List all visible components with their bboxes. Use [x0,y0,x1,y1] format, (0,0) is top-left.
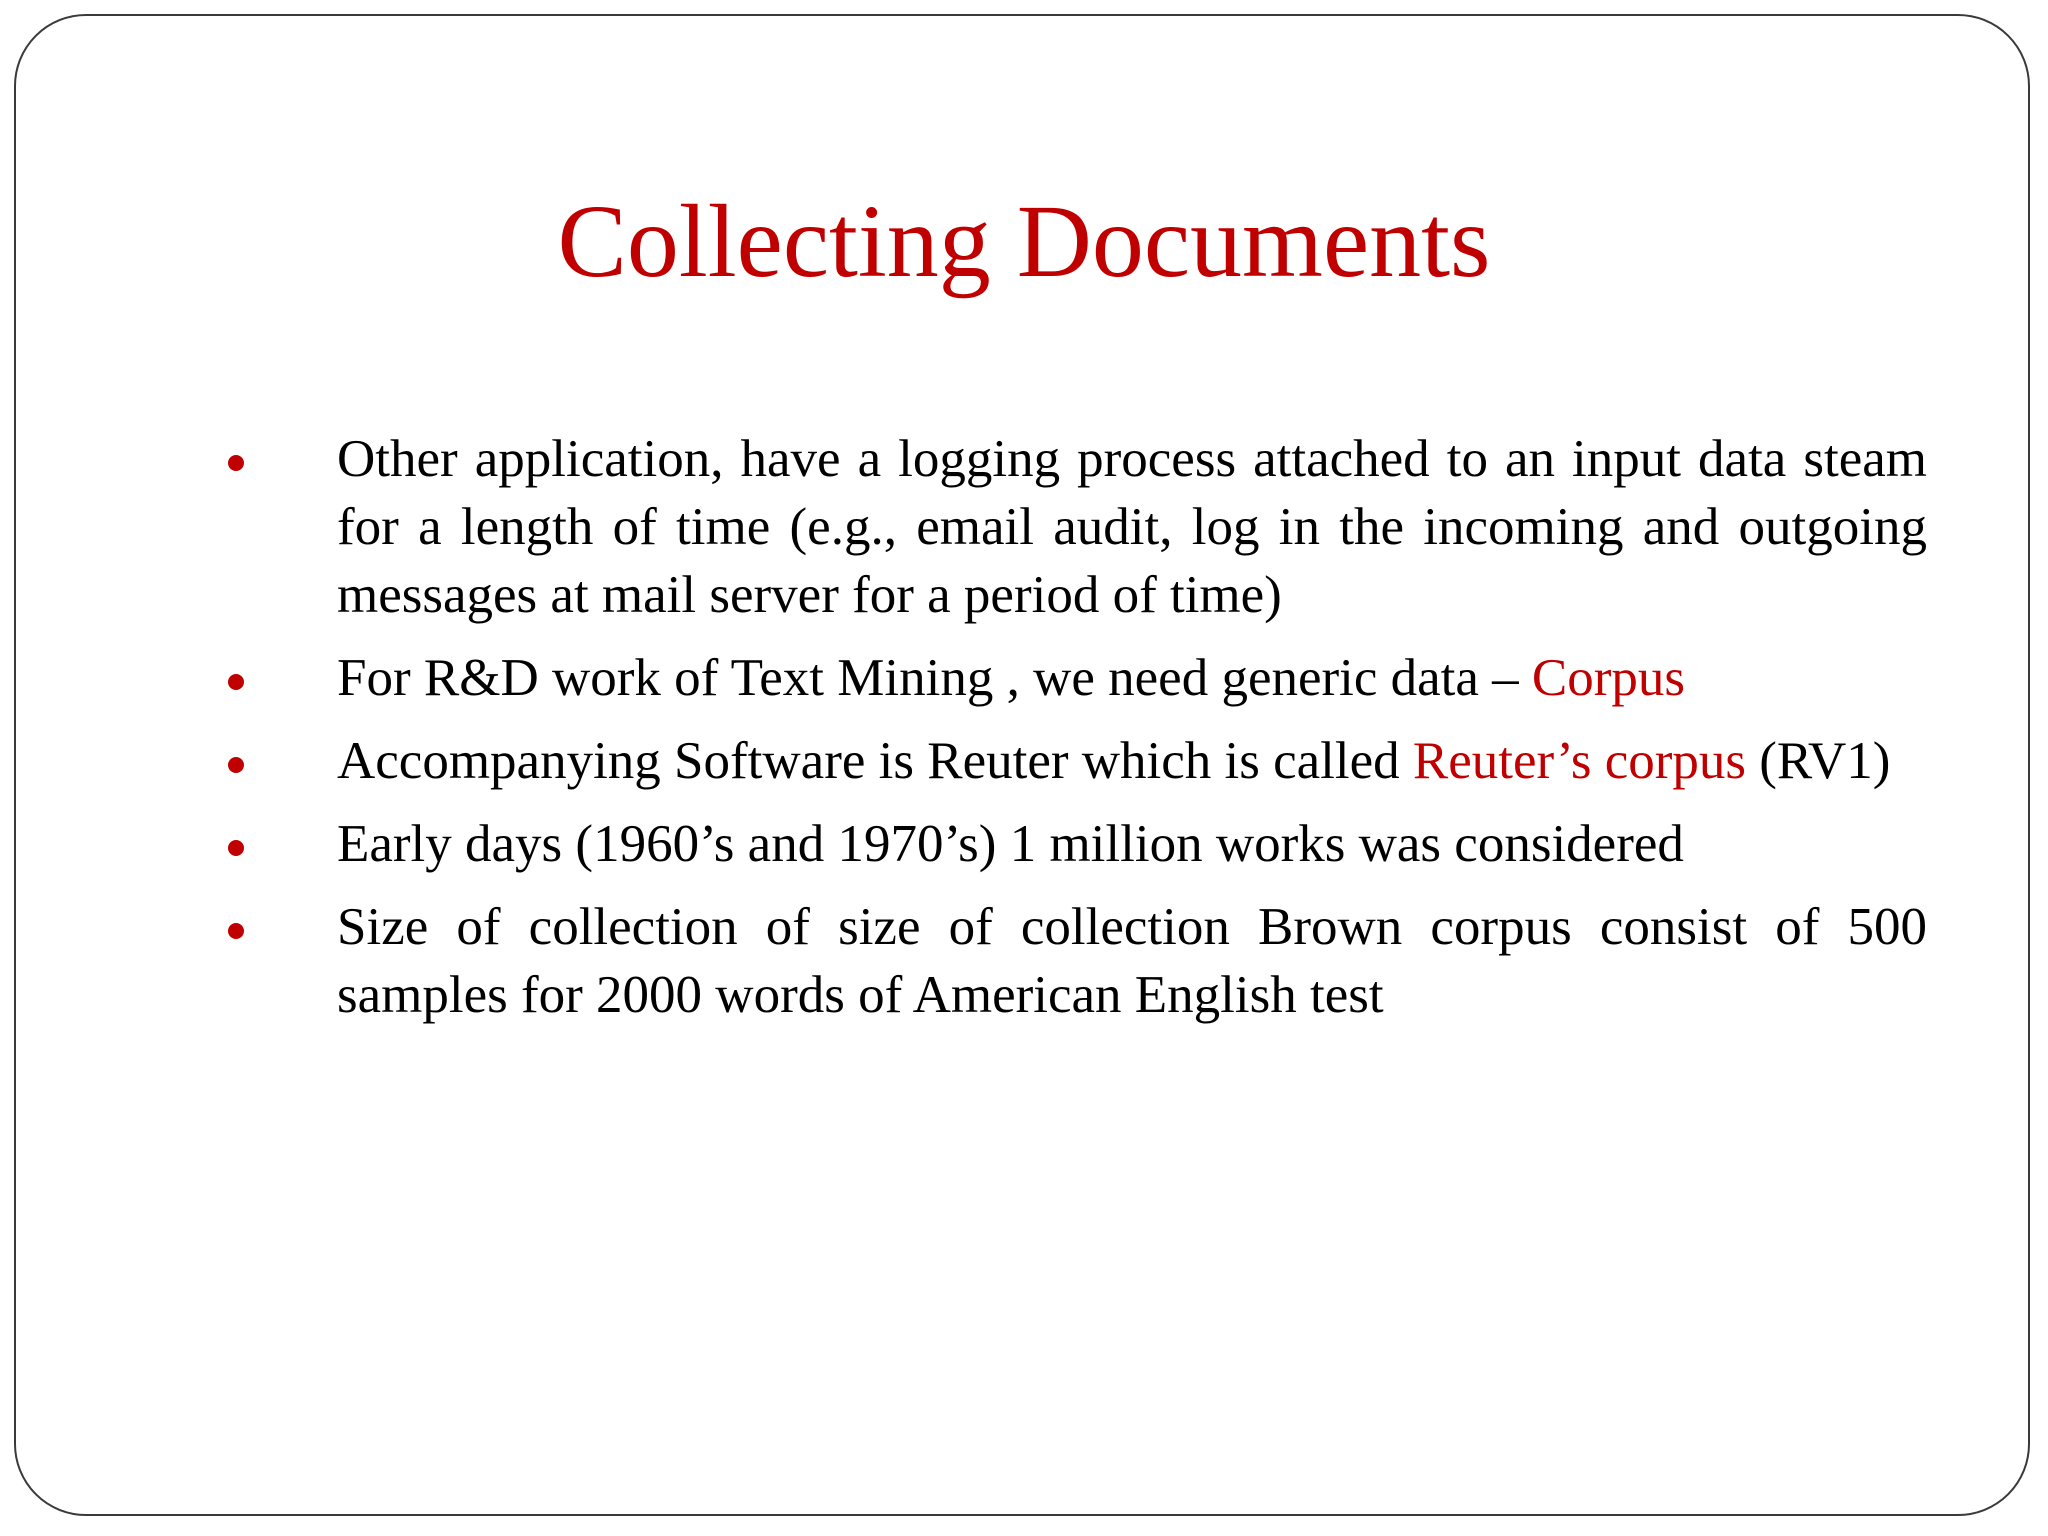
bullet-text-plain: Accompanying Software is Reuter which is called [337,732,1413,790]
bullet-dot-icon [228,840,244,856]
bullet-text: Other application, have a logging process attached to an input data steam for a length of time (e.g., email audit, log in the incoming and outgoing messages at mail server for a period of time) [337,430,1927,624]
reuters-corpus-highlight: Reuter’s corpus [1412,732,1747,790]
corpus-highlight: Corpus [1531,649,1686,707]
bullet-dot-icon [228,455,244,471]
bullet-text [337,727,1927,795]
slide-title: Collecting Documents [557,184,1491,299]
bullet-text: Size of collection of size of collection Brown corpus consist of 500 samples for 2000 words of American English test [337,898,1927,1024]
bullet-dot-icon [228,757,244,773]
bullet-text: Early days (1960’s and 1970’s) 1 million works was considered [337,815,1684,873]
bullet-item-reuters [0,727,2048,795]
bullet-item-brown-corpus [0,893,2048,1029]
bullet-dot-icon [228,674,244,690]
bullet-text-plain: For R&D work of Text Mining , we need generic data – [337,649,1532,707]
bullet-item-corpus [0,644,2048,712]
bullet-item-logging [0,425,2048,629]
bullet-text [337,644,1927,712]
bullet-list [0,425,2048,1044]
bullet-text-suffix: (RV1) [1746,732,1891,790]
bullet-dot-icon [228,923,244,939]
bullet-item-early-days [0,810,2048,878]
